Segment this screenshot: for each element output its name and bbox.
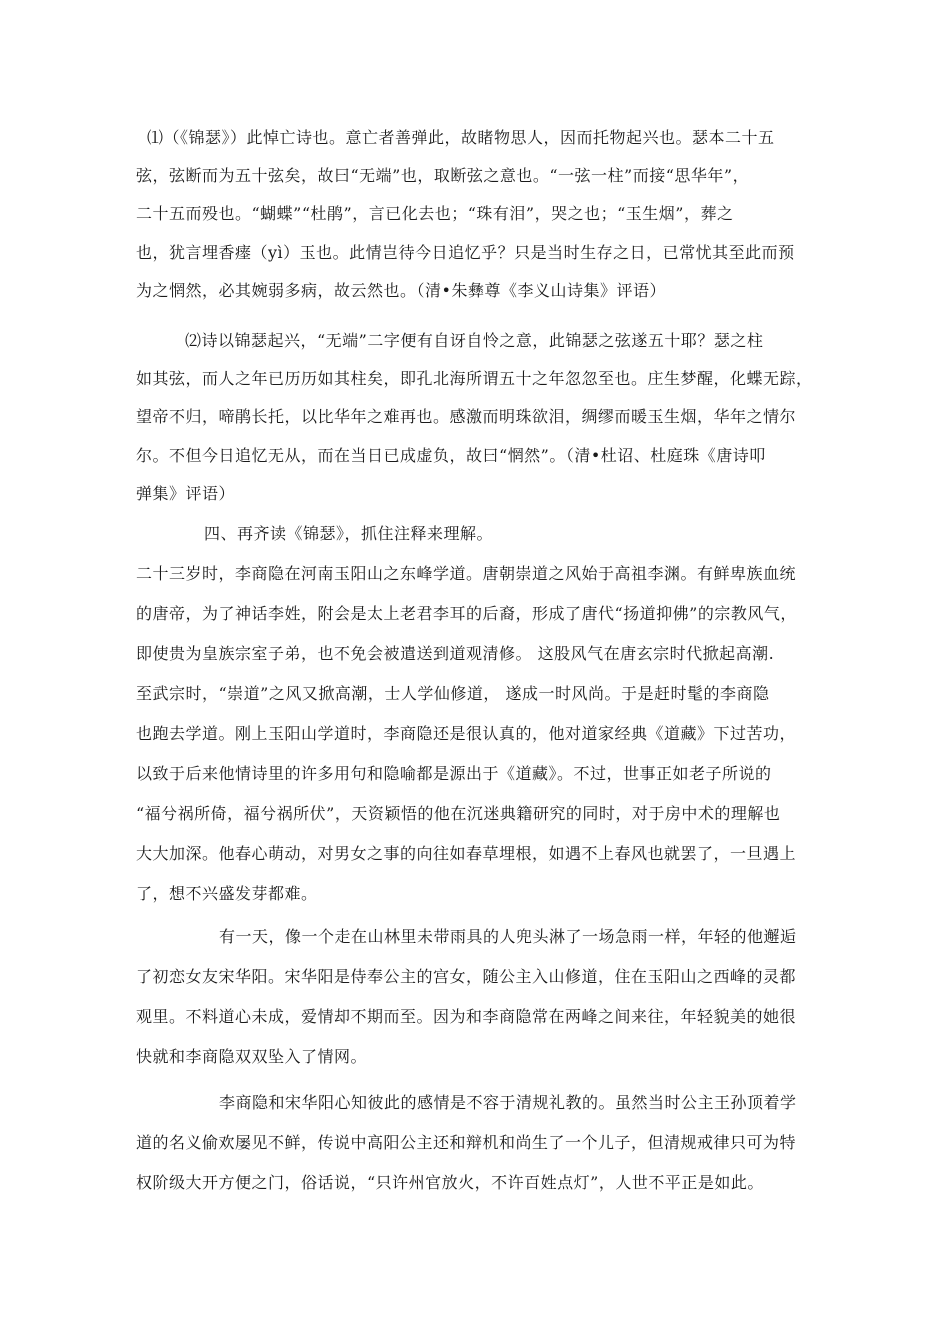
text-line: ⑵诗以锦瑟起兴，“无端”二字便有自讶自怜之意，此锦瑟之弦遂五十耶？瑟之柱 (185, 331, 764, 350)
text-line: 权阶级大开方便之门，俗话说，“只许州官放火，不许百姓点灯”，人世不平正是如此。 (136, 1173, 764, 1192)
section-heading: 四、再齐读《锦瑟》，抓住注释来理解。 (204, 524, 494, 543)
text-line: “福兮祸所倚，福兮祸所伏”，天资颖悟的他在沉迷典籍研究的同时，对于房中术的理解也 (136, 804, 781, 823)
text-line: 为之惘然，必其婉弱多病，故云然也。（清•朱彝尊《李义山诗集》评语） (136, 281, 666, 300)
text-line: 大大加深。他春心萌动，对男女之事的向往如春草埋根，如遇不上春风也就罢了，一旦遇上 (136, 844, 797, 863)
text-line: 也跑去学道。刚上玉阳山学道时，李商隐还是很认真的，他对道家经典《道藏》下过苦功， (136, 724, 797, 743)
text-line: ⑴（《锦瑟》）此悼亡诗也。意亡者善弹此，故睹物思人，因而托物起兴也。瑟本二十五 (147, 128, 775, 147)
text-line: 了初恋女友宋华阳。宋华阳是侍奉公主的宫女，随公主入山修道，住在玉阳山之西峰的灵都 (136, 967, 797, 986)
text-line: 的唐帝，为了神话李姓，附会是太上老君李耳的后裔，形成了唐代“扬道抑佛”的宗教风气， (136, 604, 797, 623)
text-line: 有一天，像一个走在山林里未带雨具的人兜头淋了一场急雨一样，年轻的他邂逅 (219, 927, 797, 946)
text-line: 即使贵为皇族宗室子弟，也不免会被遣送到道观清修。 这股风气在唐玄宗时代掀起高潮. (136, 644, 775, 663)
text-line: 至武宗时，“崇道”之风又掀高潮，士人学仙修道， 遂成一时风尚。于是赶时髦的李商隐 (136, 684, 770, 703)
text-line: 二十五而殁也。“蝴蝶”“杜鹃”，言已化去也；“珠有泪”，哭之也；“玉生烟”，葬之 (136, 204, 734, 223)
text-line: 二十三岁时，李商隐在河南玉阳山之东峰学道。唐朝崇道之风始于高祖李渊。有鲜卑族血统 (136, 564, 797, 583)
text-line: 弹集》评语） (136, 484, 236, 503)
text-line: 也，犹言埋香瘗（yì）玉也。此情岂待今日追忆乎？只是当时生存之日，已常忧其至此而预 (136, 243, 795, 262)
text-line: 尔。不但今日追忆无从，而在当日已成虚负，故曰“惘然”。（清•杜诏、杜庭珠《唐诗叩 (136, 446, 766, 465)
text-line: 快就和李商隐双双坠入了情网。 (136, 1047, 368, 1066)
text-line: 观里。不料道心未成，爱情却不期而至。因为和李商隐常在两峰之间来往，年轻貌美的她很 (136, 1007, 797, 1026)
text-line: 李商隐和宋华阳心知彼此的感情是不容于清规礼教的。虽然当时公主王孙顶着学 (219, 1093, 797, 1112)
text-line: 如其弦，而人之年已历历如其柱矣，即孔北海所谓五十之年忽忽至也。庄生梦醒，化蝶无踪， (136, 369, 813, 388)
text-line: 以致于后来他情诗里的许多用句和隐喻都是源出于《道藏》。不过，世事正如老子所说的 (136, 764, 772, 783)
text-line: 弦，弦断而为五十弦矣，故曰“无端”也，取断弦之意也。“一弦一柱”而接“思华年”， (136, 166, 750, 185)
text-line: 道的名义偷欢屡见不鲜，传说中高阳公主还和辩机和尚生了一个儿子，但清规戒律只可为特 (136, 1133, 797, 1152)
text-line: 望帝不归，啼鹃长托，以比华年之难再也。感激而明珠欲泪，绸缪而暖玉生烟，华年之情尔 (136, 407, 797, 426)
text-line: 了，想不兴盛发芽都难。 (136, 884, 318, 903)
